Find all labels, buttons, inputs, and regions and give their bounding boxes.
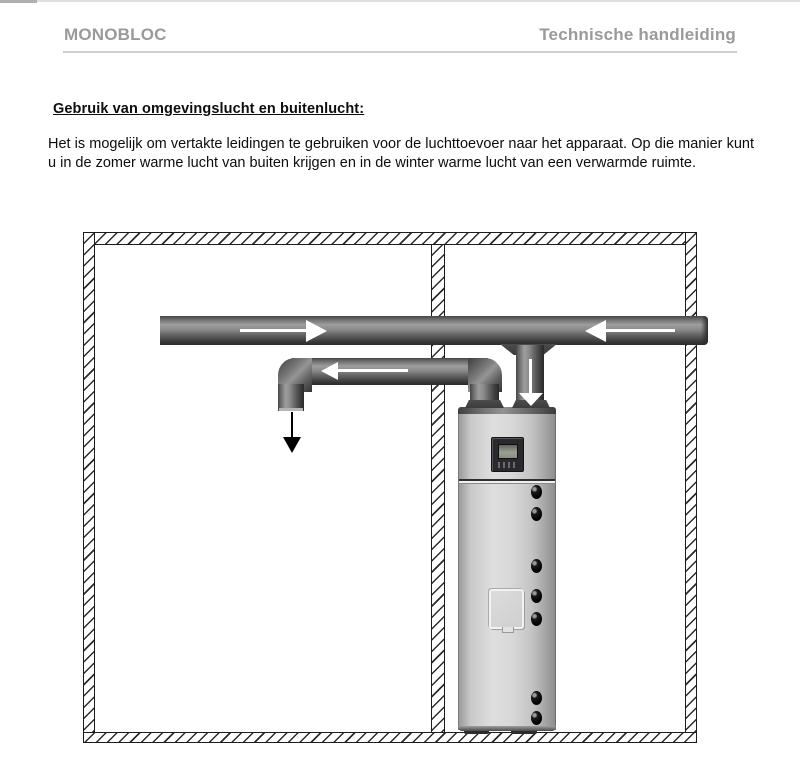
fitting-dot [531,589,542,603]
heater-control-panel [491,437,524,472]
room-outlet-flow-down-arrow-shaft [291,412,293,438]
vertical-duct-flow-down-arrow-shaft [529,359,532,394]
fitting-dot [531,711,542,725]
section-body: Het is mogelijk om vertakte leidingen te gebruiken voor de luchttoevoer naar het apparaat. Op die manier kunt u in de zomer warme lucht van buiten krijgen en in de winter warme lucht van een verwarmde ruimte. [48,136,754,171]
fitting-dot [531,559,542,573]
heater-body-seam [459,479,555,485]
ceiling-hatch [83,232,697,245]
main-duct-end-cap [701,316,708,345]
left-wall-hatch [83,232,95,742]
right-wall-hatch [685,232,697,742]
heater-bottom-rim [458,726,556,731]
branch-outlet-end-ring [279,408,303,411]
control-buttons [498,462,518,468]
section-heading: Gebruik van omgevingslucht en buitenlucht: [53,101,365,117]
main-duct-flow-left-arrow-shaft [604,329,675,332]
fitting-dot [531,485,542,499]
branch-duct-flow-left-arrow-shaft [336,369,408,372]
main-duct-flow-right-arrow-icon [306,320,327,342]
heater-access-panel [489,589,524,629]
floor-hatch [83,732,697,743]
fitting-dot [531,612,542,626]
control-display [498,444,518,459]
fitting-dot [531,507,542,521]
doc-brand: MONOBLOC [64,25,167,44]
doc-title: Technische handleiding [539,25,736,44]
main-duct-flow-right-arrow-shaft [240,329,308,332]
main-duct-flow-left-arrow-icon [585,320,606,342]
exhaust-stub-flange [465,400,504,408]
room-outlet-flow-down-arrow-icon [283,437,301,453]
branch-outlet-stub [278,384,304,411]
access-panel-notch [502,627,514,633]
vertical-duct-flow-down-arrow-icon [519,393,543,406]
fitting-dot [531,691,542,705]
